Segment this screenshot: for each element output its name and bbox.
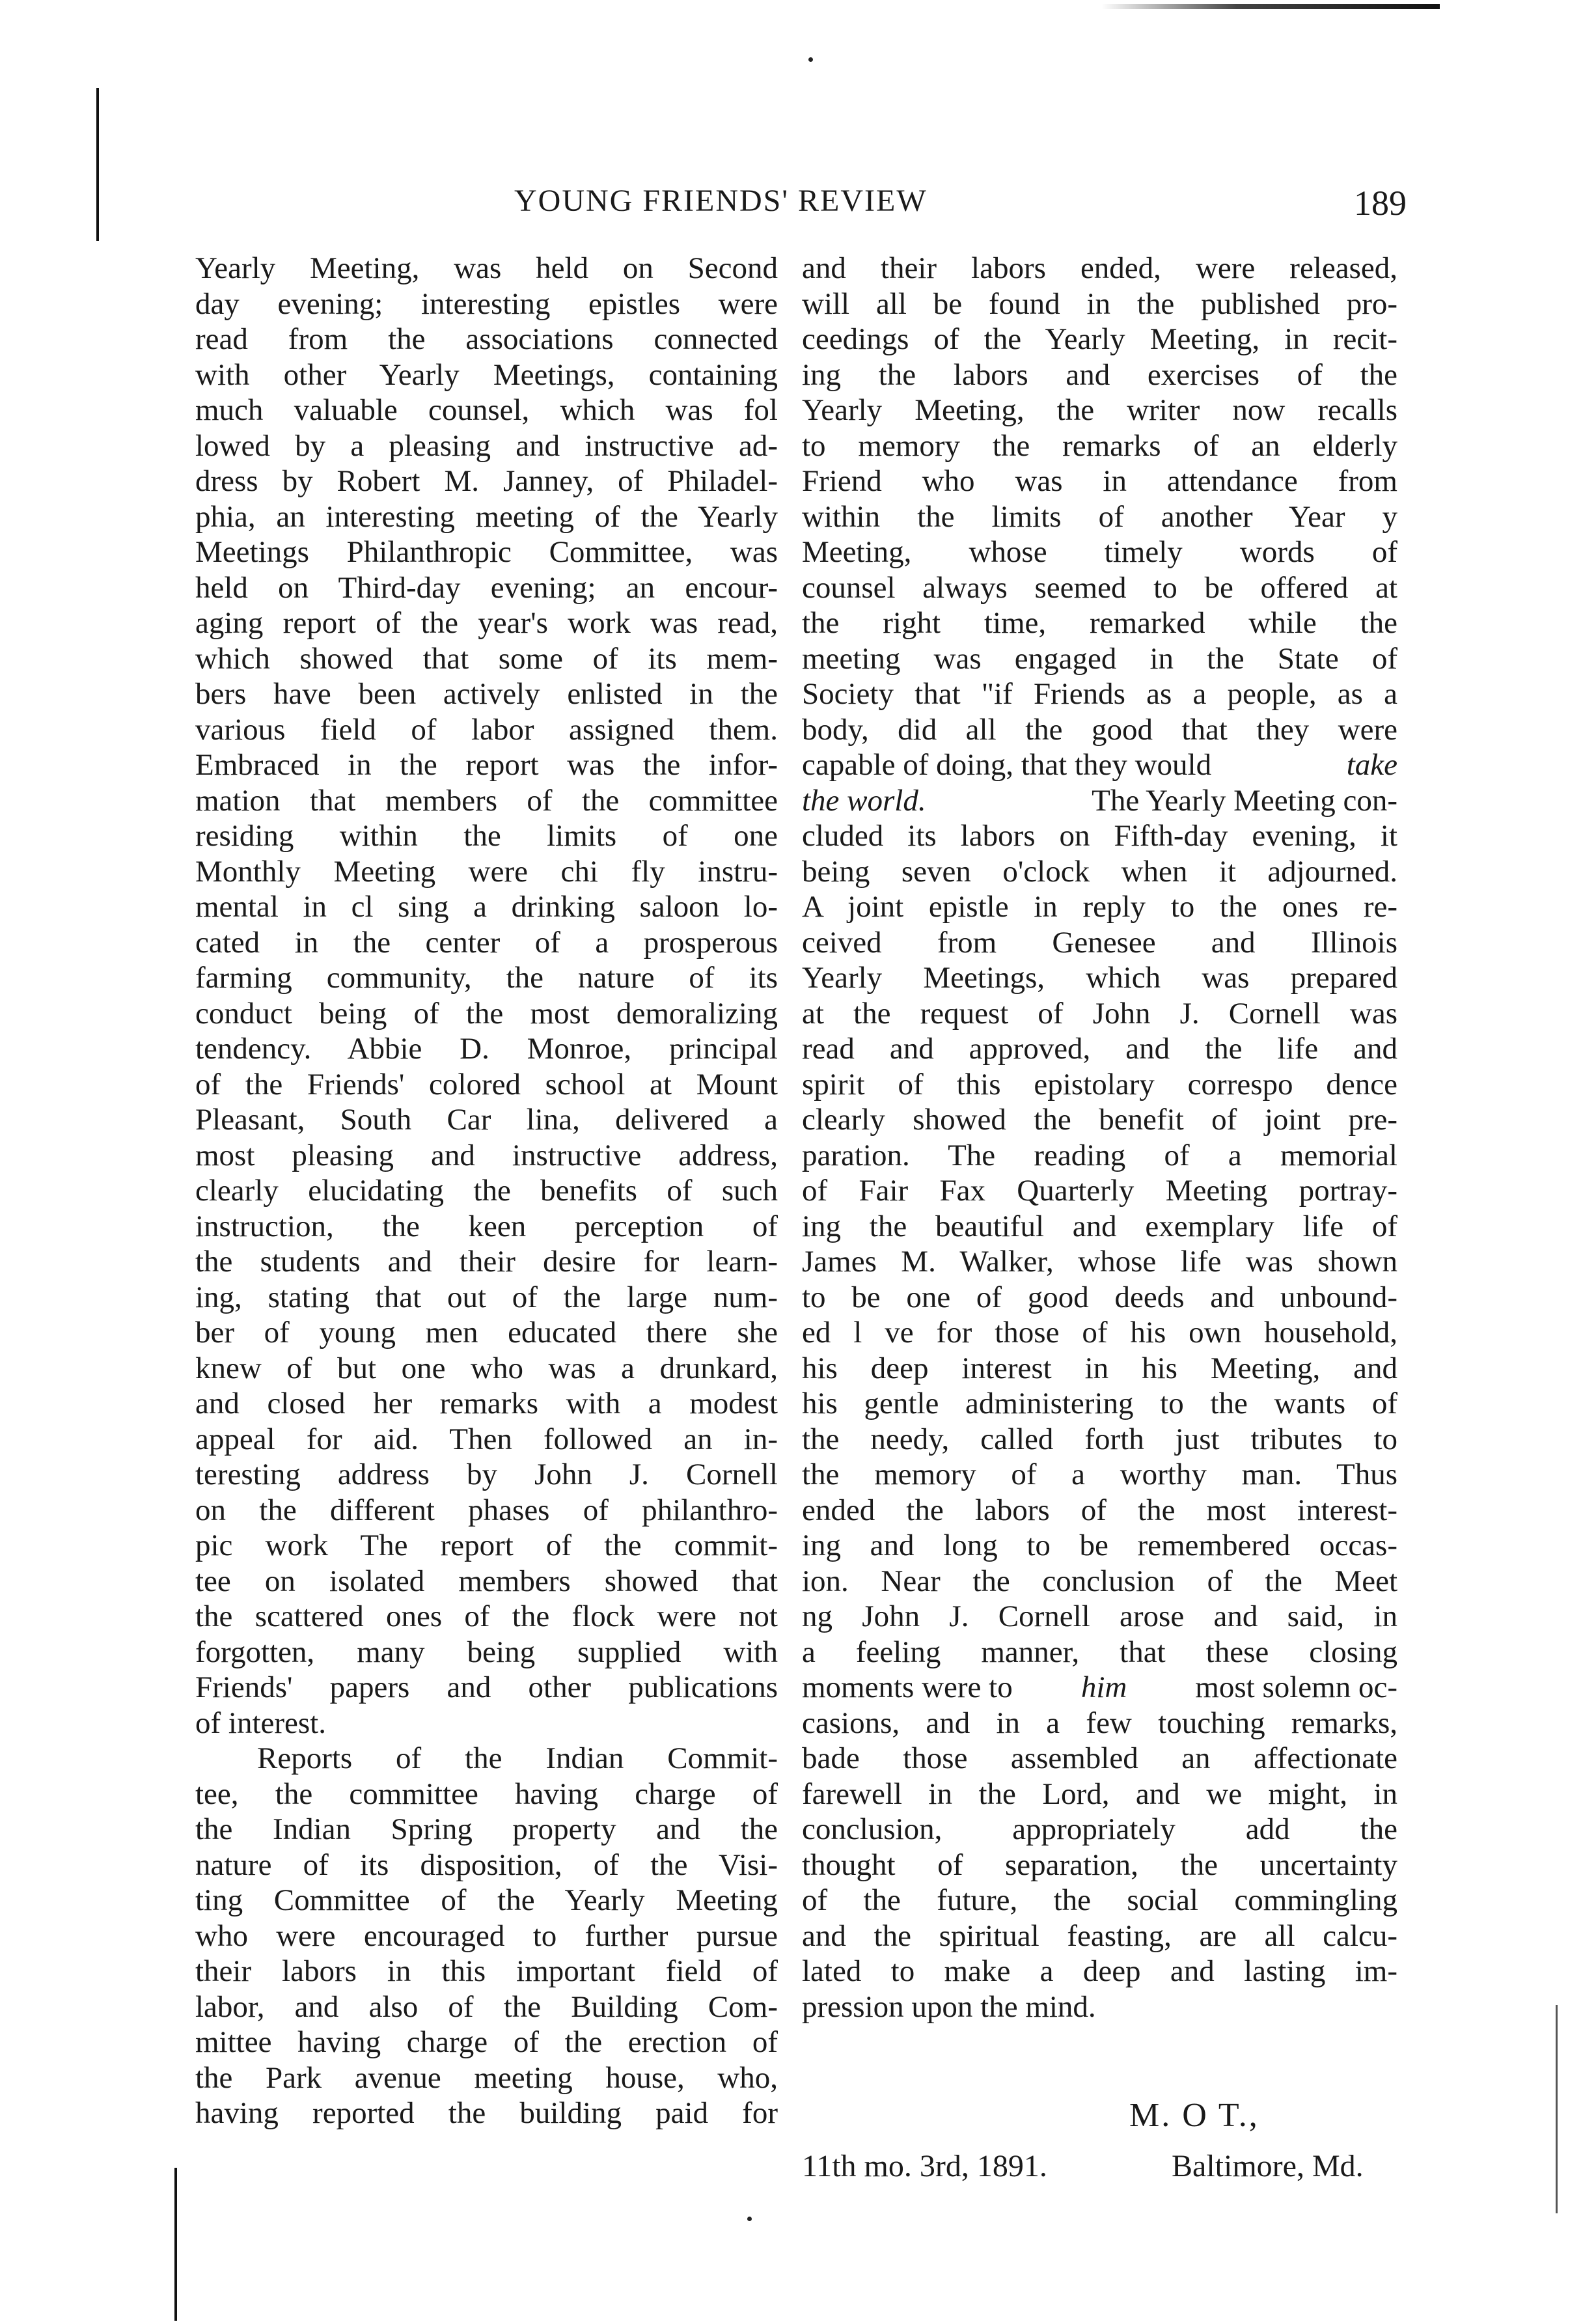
- text-line: of Fair Fax Quarterly Meeting portray-: [802, 1174, 1397, 1208]
- text-line: Meeting, whose timely words of: [802, 535, 1397, 569]
- text-line: ceived from Genesee and Illinois: [802, 925, 1397, 960]
- text-line: mental in cl sing a drinking saloon lo-: [195, 890, 778, 924]
- text-line: Yearly Meeting, was held on Second: [195, 251, 778, 285]
- left-column: [195, 251, 778, 2131]
- text-line: and their labors ended, were released,: [802, 251, 1397, 285]
- text-line: ing, stating that out of the large num-: [195, 1280, 778, 1314]
- text-line: paration. The reading of a memorial: [802, 1138, 1397, 1172]
- text-line: day evening; interesting epistles were: [195, 286, 778, 321]
- text-line: mation that members of the committee: [195, 783, 778, 818]
- text-fragment: The Yearly Meeting con-: [1084, 783, 1397, 818]
- author-signature: M. O T.,: [1129, 2097, 1259, 2134]
- text-line: on the different phases of philanthro-: [195, 1493, 778, 1527]
- text-line: ing and long to be remembered occas-: [802, 1529, 1397, 1562]
- text-line: being seven o'clock when it adjourned.: [802, 854, 1397, 889]
- text-line: Meetings Philanthropic Committee, was: [195, 535, 778, 569]
- text-line: counsel always seemed to be offered at: [802, 570, 1397, 605]
- text-line: to be one of good deeds and unbound-: [802, 1280, 1397, 1314]
- text-line: ing the labors and exercises of the: [802, 357, 1397, 392]
- text-line: aging report of the year's work was read,: [195, 606, 778, 640]
- text-line: pic work The report of the commit-: [195, 1529, 778, 1562]
- text-line: [802, 1670, 1397, 1706]
- text-line: which showed that some of its mem-: [195, 641, 778, 676]
- text-line: James M. Walker, whose life was shown: [802, 1245, 1397, 1279]
- scan-speck-top: [808, 57, 813, 62]
- text-line: mittee having charge of the erection of: [195, 2025, 778, 2059]
- text-line: Reports of the Indian Commit-: [257, 1741, 778, 1775]
- text-line: ber of young men educated there she: [195, 1316, 778, 1349]
- text-line: [802, 783, 1397, 819]
- text-line: thought of separation, the uncertainty: [802, 1847, 1397, 1882]
- text-line: teresting address by John J. Cornell: [195, 1458, 778, 1491]
- scan-edge-line-right: [1556, 2005, 1558, 2213]
- page-number: 189: [1354, 184, 1407, 223]
- text-line: meeting was engaged in the State of: [802, 641, 1397, 676]
- text-line: the memory of a worthy man. Thus: [802, 1458, 1397, 1491]
- dateline: 11th mo. 3rd, 1891.: [802, 2149, 1047, 2183]
- text-line: the Park avenue meeting house, who,: [195, 2060, 778, 2095]
- text-line: with other Yearly Meetings, containing: [195, 357, 778, 392]
- text-line: bade those assembled an affectionate: [802, 1741, 1397, 1775]
- text-line: various field of labor assigned them.: [195, 712, 778, 747]
- text-line: bers have been actively enlisted in the: [195, 677, 778, 711]
- text-line: who were encouraged to further pursue: [195, 1918, 778, 1953]
- scan-edge-line-top-left: [96, 88, 99, 241]
- text-line: at the request of John J. Cornell was: [802, 996, 1397, 1031]
- text-line: his gentle administering to the wants of: [802, 1387, 1397, 1420]
- text-line: cluded its labors on Fifth-day evening, it: [802, 819, 1397, 853]
- text-line: ting Committee of the Yearly Meeting: [195, 1883, 778, 1917]
- text-line: of the Friends' colored school at Mount: [195, 1067, 778, 1101]
- text-line: his deep interest in his Meeting, and: [802, 1351, 1397, 1385]
- text-fragment: most solemn oc-: [1187, 1670, 1397, 1704]
- text-line: Friend who was in attendance from: [802, 464, 1397, 498]
- text-line: forgotten, many being supplied with: [195, 1635, 778, 1669]
- text-line: farewell in the Lord, and we might, in: [802, 1777, 1397, 1811]
- text-line: tendency. Abbie D. Monroe, principal: [195, 1032, 778, 1066]
- text-line: the Indian Spring property and the: [195, 1812, 778, 1846]
- text-line: dress by Robert M. Janney, of Philadel-: [195, 464, 778, 498]
- text-line: the right time, remarked while the: [802, 606, 1397, 640]
- text-line: ng John J. Cornell arose and said, in: [802, 1599, 1397, 1633]
- text-fragment: capable of doing, that they would: [802, 748, 1212, 782]
- text-line: pression upon the mind.: [802, 1989, 1096, 2024]
- text-line: and closed her remarks with a modest: [195, 1387, 778, 1420]
- text-line: farming community, the nature of its: [195, 961, 778, 995]
- text-line: Pleasant, South Car lina, delivered a: [195, 1103, 778, 1137]
- text-line: their labors in this important field of: [195, 1954, 778, 1988]
- text-line: within the limits of another Year y: [802, 499, 1397, 534]
- text-line: most pleasing and instructive address,: [195, 1138, 778, 1172]
- running-head: YOUNG FRIENDS' REVIEW: [514, 184, 928, 218]
- text-line: conclusion, appropriately add the: [802, 1812, 1397, 1846]
- text-line: A joint epistle in reply to the ones re-: [802, 890, 1397, 924]
- scan-edge-line-bottom-left: [174, 2168, 177, 2321]
- italic-word: him: [1080, 1670, 1127, 1704]
- right-column: [802, 251, 1397, 2025]
- text-line: Yearly Meeting, the writer now recalls: [802, 393, 1397, 427]
- text-line: Friends' papers and other publications: [195, 1670, 778, 1704]
- text-line: residing within the limits of one: [195, 819, 778, 853]
- text-line: body, did all the good that they were: [802, 712, 1397, 747]
- text-line: instruction, the keen perception of: [195, 1209, 778, 1243]
- text-line: tee, the committee having charge of: [195, 1777, 778, 1811]
- text-line: conduct being of the most demoralizing: [195, 996, 778, 1031]
- text-line: lated to make a deep and lasting im-: [802, 1954, 1397, 1988]
- text-line: ed l ve for those of his own household,: [802, 1316, 1397, 1349]
- text-line: of the future, the social commingling: [802, 1883, 1397, 1917]
- text-line: a feeling manner, that these closing: [802, 1635, 1397, 1669]
- text-line: ended the labors of the most interest-: [802, 1493, 1397, 1527]
- text-line: held on Third-day evening; an encour-: [195, 570, 778, 605]
- text-line: read and approved, and the life and: [802, 1032, 1397, 1066]
- text-line: and the spiritual feasting, are all calcu-: [802, 1918, 1397, 1953]
- scan-speck-bottom: [747, 2217, 752, 2221]
- text-line: to memory the remarks of an elderly: [802, 428, 1397, 463]
- italic-phrase: the world.: [802, 783, 926, 818]
- text-line: cated in the center of a prosperous: [195, 925, 778, 960]
- text-line: the needy, called forth just tributes to: [802, 1422, 1397, 1456]
- text-line: much valuable counsel, which was fol: [195, 393, 778, 427]
- scan-top-rule: [1101, 4, 1440, 9]
- text-line: the students and their desire for learn-: [195, 1245, 778, 1279]
- text-line: read from the associations connected: [195, 322, 778, 356]
- place-line: Baltimore, Md.: [1172, 2149, 1364, 2183]
- text-line: will all be found in the published pro-: [802, 286, 1397, 321]
- text-fragment: moments were to: [802, 1670, 1013, 1704]
- text-line: clearly elucidating the benefits of such: [195, 1174, 778, 1208]
- text-line: phia, an interesting meeting of the Yearly: [195, 499, 778, 534]
- text-line: ing the beautiful and exemplary life of: [802, 1209, 1397, 1243]
- text-line: nature of its disposition, of the Visi-: [195, 1847, 778, 1882]
- text-line: having reported the building paid for: [195, 2096, 778, 2130]
- text-line: [802, 747, 1397, 783]
- text-line: clearly showed the benefit of joint pre-: [802, 1103, 1397, 1137]
- text-line: casions, and in a few touching remarks,: [802, 1706, 1397, 1740]
- text-line: Society that "if Friends as a people, as a: [802, 677, 1397, 711]
- text-line: Yearly Meetings, which was prepared: [802, 961, 1397, 995]
- text-line: ion. Near the conclusion of the Meet: [802, 1564, 1397, 1598]
- text-line: spirit of this epistolary correspo dence: [802, 1067, 1397, 1101]
- text-line: ceedings of the Yearly Meeting, in recit-: [802, 322, 1397, 356]
- text-line: tee on isolated members showed that: [195, 1564, 778, 1598]
- text-line: the scattered ones of the flock were not: [195, 1599, 778, 1633]
- text-line: Embraced in the report was the infor-: [195, 748, 778, 782]
- text-line: lowed by a pleasing and instructive ad-: [195, 428, 778, 463]
- text-line: labor, and also of the Building Com-: [195, 1989, 778, 2024]
- text-line: of interest.: [195, 1706, 326, 1740]
- text-line: knew of but one who was a drunkard,: [195, 1351, 778, 1385]
- text-line: Monthly Meeting were chi fly instru-: [195, 854, 778, 889]
- text-line: appeal for aid. Then followed an in-: [195, 1422, 778, 1456]
- italic-word: take: [1346, 748, 1397, 782]
